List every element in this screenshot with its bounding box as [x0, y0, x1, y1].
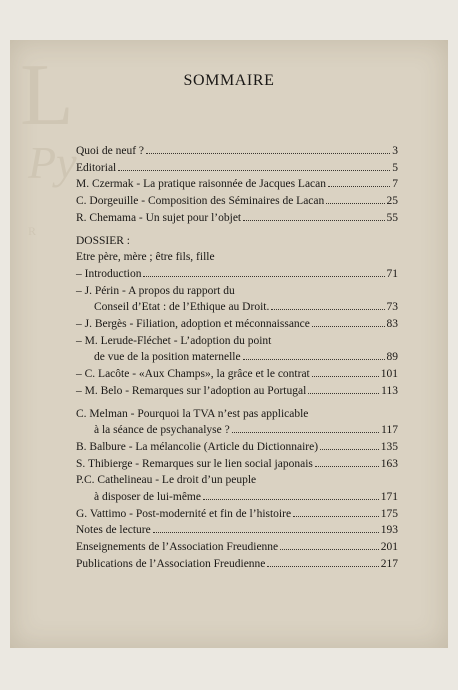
toc-entry-page: 3 — [392, 145, 398, 157]
toc-entry — [76, 383, 398, 400]
toc-entry-title: – M. Belo - Remarques sur l’adoption au Portugal — [76, 384, 307, 397]
toc-entry-title: – J. Périn - A propos du rapport du — [76, 284, 235, 297]
toc-entry-title: à disposer de lui-même — [94, 491, 201, 504]
toc-entry-page: 89 — [386, 351, 398, 364]
toc-entry-page: 71 — [386, 267, 398, 280]
toc-entry-title: Publications de l’Association Freudienne — [76, 557, 266, 570]
leader-dots — [308, 384, 379, 394]
leader-dots — [118, 161, 390, 171]
toc-entry-title: Enseignements de l’Association Freudienne — [76, 541, 279, 554]
leader-dots — [267, 557, 378, 567]
leader-dots — [293, 507, 379, 517]
toc-entry — [76, 506, 398, 523]
toc-entry-title: M. Czermak - La pratique raisonnée de Jacques Lacan — [76, 178, 327, 191]
toc-entry-page: 217 — [380, 557, 398, 570]
leader-dots — [232, 424, 379, 434]
toc-entry-page: 113 — [381, 384, 398, 397]
toc-entry-title: C. Dorgeuille - Composition des Séminaires de Lacan — [76, 195, 325, 208]
leader-dots — [280, 541, 379, 551]
leader-dots — [243, 211, 384, 221]
toc-entry — [76, 193, 398, 210]
leader-dots — [271, 301, 384, 311]
toc-entry — [76, 556, 398, 573]
toc-entry-page: 175 — [380, 507, 398, 520]
toc-entry — [76, 422, 398, 439]
toc-entry-page: 7 — [392, 178, 398, 191]
toc-entry-page: 55 — [386, 211, 398, 224]
page-title: SOMMAIRE — [183, 72, 275, 89]
toc-entry-title: – Introduction — [76, 267, 142, 280]
toc-entry — [76, 160, 398, 177]
toc-entry-title: P.C. Cathelineau - Le droit d’un peuple — [76, 474, 257, 487]
toc-entry-page: 163 — [380, 457, 398, 470]
table-of-contents — [76, 143, 398, 573]
toc-entry-title: R. Chemama - Un sujet pour l’objet — [76, 211, 242, 224]
toc-entry — [76, 456, 398, 473]
toc-entry — [76, 316, 398, 333]
toc-entry — [76, 266, 398, 283]
toc-entry — [76, 522, 398, 539]
toc-entry — [76, 539, 398, 556]
leader-dots — [312, 317, 385, 327]
toc-entry — [76, 176, 398, 193]
dossier-heading: DOSSIER : — [76, 234, 130, 247]
leader-dots — [326, 194, 384, 204]
leader-dots — [328, 178, 390, 188]
toc-entry-title: à la séance de psychanalyse ? — [94, 424, 230, 437]
toc-entry-page: 201 — [380, 541, 398, 554]
toc-entry-title: S. Thibierge - Remarques sur le lien social japonais — [76, 457, 313, 470]
toc-entry-title: – M. Lerude-Fléchet - L’adoption du point — [76, 334, 272, 347]
bleed-through-letters: Py — [28, 137, 77, 188]
toc-entry-page: 83 — [386, 318, 398, 331]
leader-dots — [312, 368, 379, 378]
toc-entry-page: 25 — [386, 195, 398, 208]
toc-entry-page: 193 — [380, 524, 398, 537]
leader-dots — [320, 440, 379, 450]
toc-entry-page: 117 — [381, 424, 398, 437]
toc-entry — [76, 439, 398, 456]
leader-dots — [153, 524, 379, 534]
toc-entry-title: Notes de lecture — [76, 524, 151, 537]
toc-entry — [76, 489, 398, 506]
toc-entry-title: – C. Lacôte - «Aux Champs», la grâce et le contrat — [76, 368, 310, 381]
toc-entry-title: B. Balbure - La mélancolie (Article du Dictionnaire) — [76, 440, 319, 453]
toc-entry — [76, 349, 398, 366]
toc-entry-page: 135 — [380, 440, 398, 453]
toc-entry-title: de vue de la position maternelle — [94, 351, 241, 364]
toc-entry-title: Conseil d’Etat : de l’Ethique au Droit. — [94, 301, 270, 314]
toc-entry — [76, 366, 398, 383]
leader-dots — [143, 267, 384, 277]
dossier-subheading: Etre père, mère ; être fils, fille — [76, 251, 215, 264]
leader-dots — [146, 144, 390, 154]
toc-entry — [76, 210, 398, 227]
leader-dots — [243, 351, 385, 361]
toc-entry-page: 73 — [386, 301, 398, 314]
toc-entry-page: 5 — [392, 161, 398, 174]
toc-entry-page: 101 — [380, 368, 398, 381]
leader-dots — [315, 457, 379, 467]
toc-entry-title: C. Melman - Pourquoi la TVA n’est pas applicable — [76, 407, 309, 420]
leader-dots — [203, 490, 379, 500]
toc-entry-title: Editorial — [76, 161, 117, 174]
toc-entry — [76, 143, 398, 160]
toc-entry-title: – J. Bergès - Filiation, adoption et méconnaissance — [76, 318, 310, 331]
bleed-through-small-letter: R — [28, 224, 37, 238]
toc-entry-title: G. Vattimo - Post-modernité et fin de l’histoire — [76, 507, 292, 520]
toc-entry-page: 171 — [380, 491, 398, 504]
bleed-through-letter-l: L — [20, 47, 74, 144]
toc-entry — [76, 299, 398, 316]
toc-entry-title: Quoi de neuf ? — [76, 145, 145, 157]
